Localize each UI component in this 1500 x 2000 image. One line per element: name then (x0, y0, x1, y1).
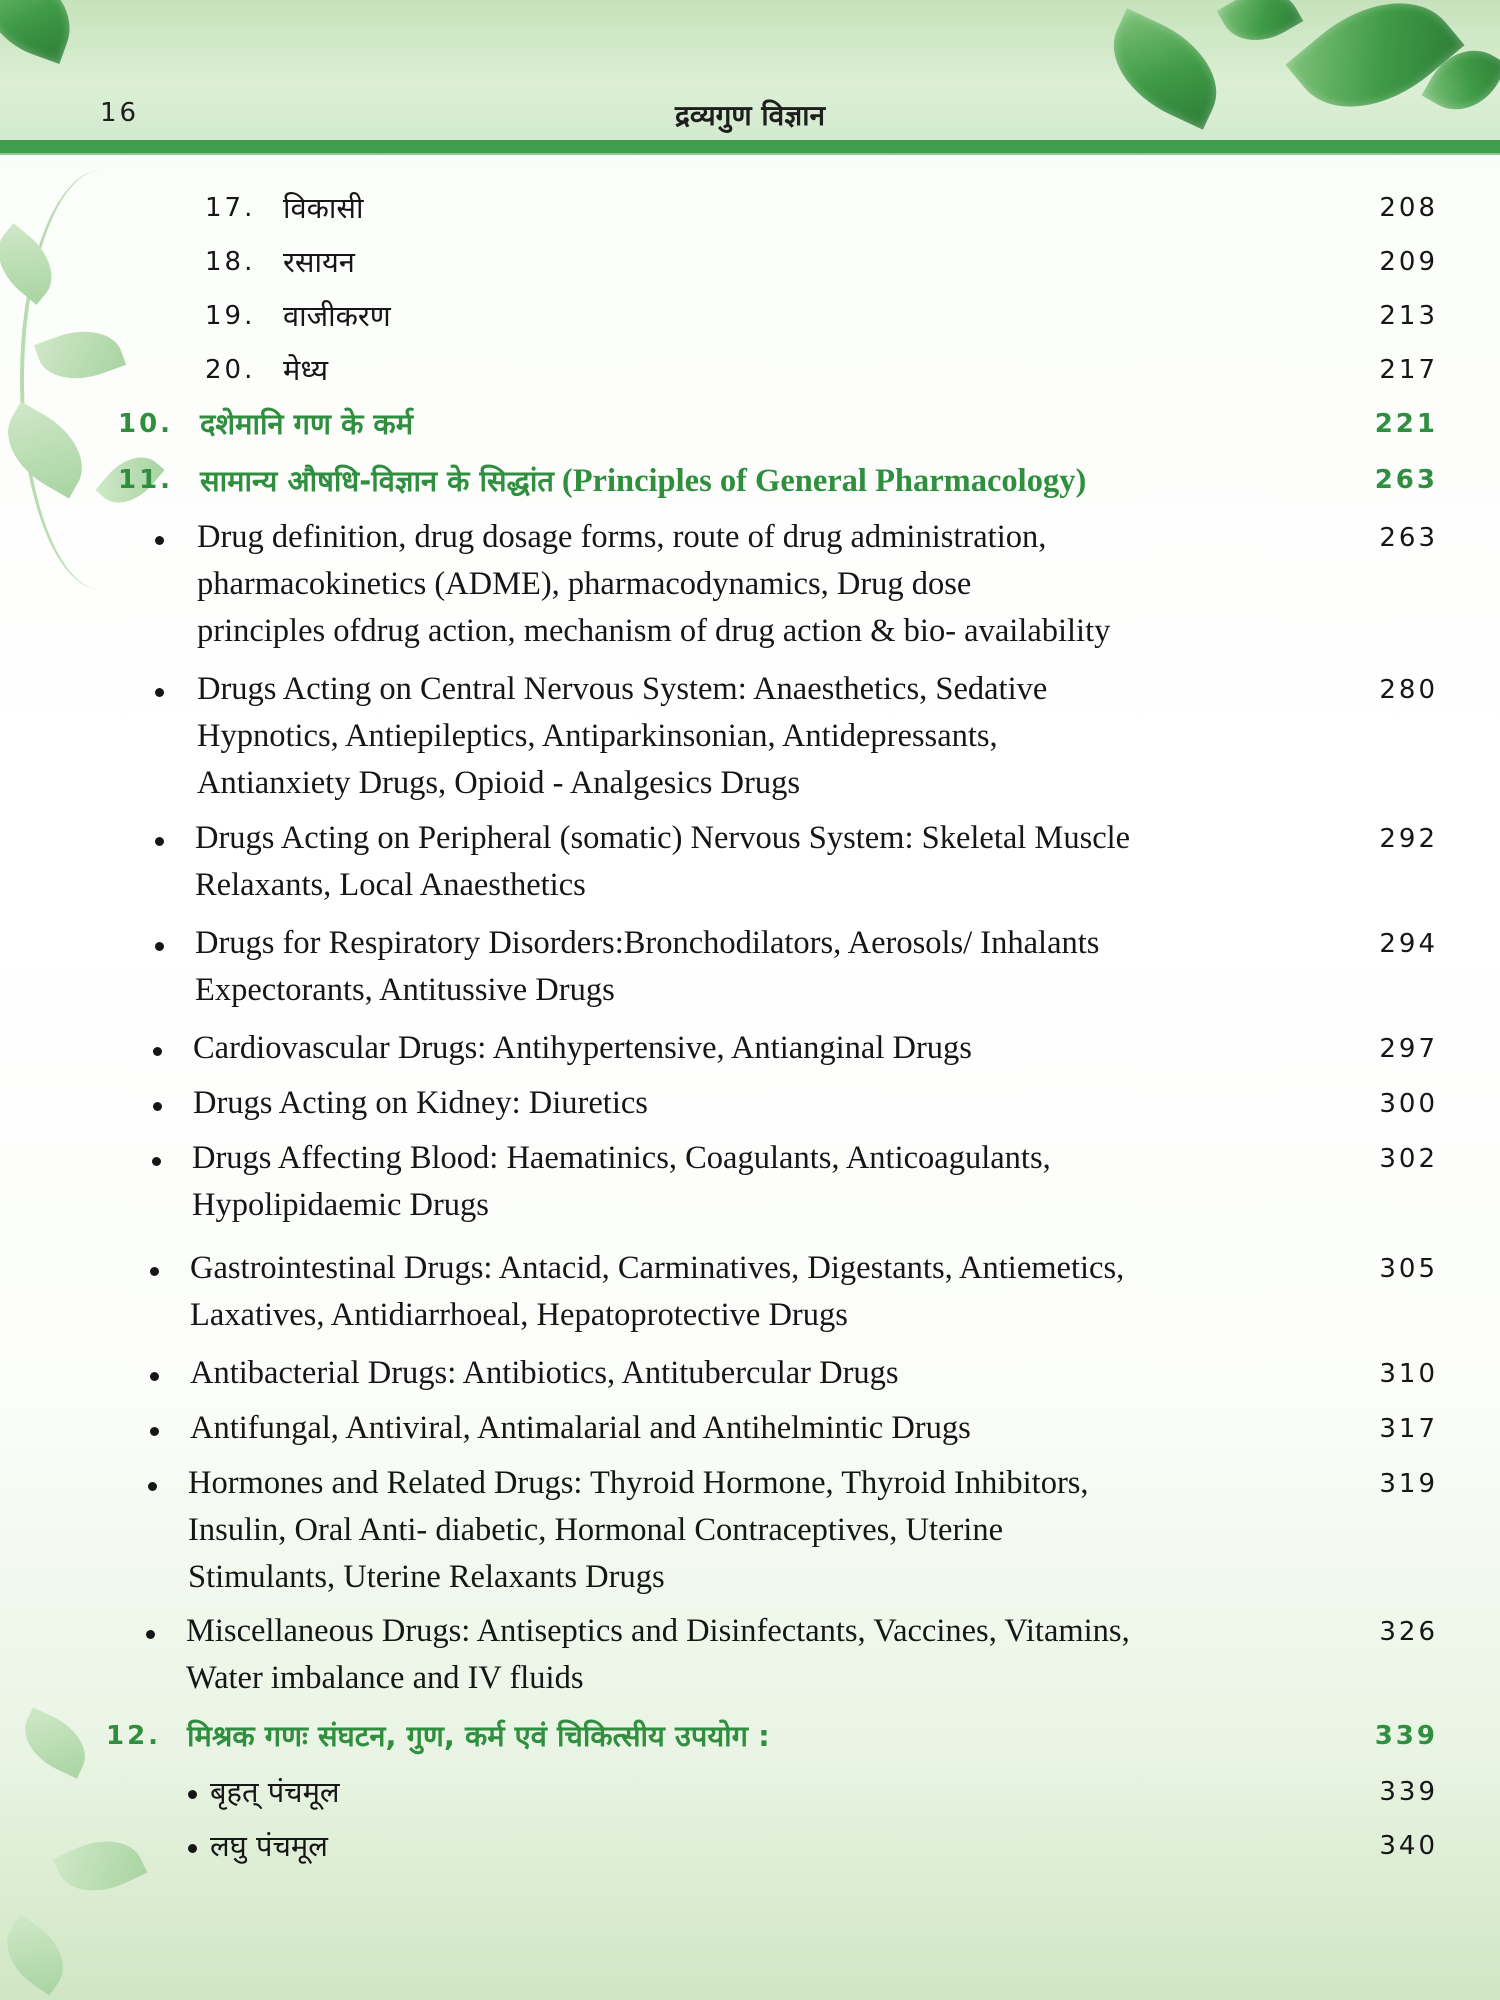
entry-page: 340 (1379, 1831, 1438, 1861)
entry-page: 297 (1379, 1034, 1438, 1064)
section-title: मिश्रक गणः संघटन, गुण, कर्म एवं चिकित्सीय उपयोग : (187, 1719, 770, 1753)
bullet-icon (188, 1790, 197, 1799)
entry-label (186, 1608, 1130, 1702)
section-number: 10. (118, 409, 174, 439)
entry-line: Hypnotics, Antiepileptics, Antiparkinsonian, Antidepressants, (197, 718, 998, 754)
entry-label (193, 1025, 972, 1072)
bullet-icon (148, 1482, 157, 1491)
entry-label (192, 1135, 1051, 1229)
section-number: 12. (106, 1721, 162, 1751)
entry-page: 326 (1379, 1617, 1438, 1647)
entry-page: 302 (1379, 1144, 1438, 1174)
entry-line: Antibacterial Drugs: Antibiotics, Antitubercular Drugs (190, 1355, 899, 1391)
entry-number: 18. (205, 247, 256, 277)
entry-line: Antianxiety Drugs, Opioid - Analgesics Drugs (197, 765, 800, 801)
entry-label: बृहत् पंचमूल (210, 1775, 340, 1809)
entry-line: Expectorants, Antitussive Drugs (195, 972, 615, 1008)
section-title-english: (Principles of General Pharmacology) (561, 463, 1087, 499)
entry-page: 217 (1379, 355, 1438, 385)
entry-line: Laxatives, Antidiarrhoeal, Hepatoprotective Drugs (190, 1297, 848, 1333)
entry-line: Insulin, Oral Anti- diabetic, Hormonal Contraceptives, Uterine (188, 1512, 1003, 1548)
bullet-icon (146, 1630, 155, 1639)
entry-page: 300 (1379, 1089, 1438, 1119)
section-page: 339 (1374, 1721, 1438, 1751)
entry-label (197, 514, 1110, 655)
entry-page: 209 (1379, 247, 1438, 277)
entry-line: Water imbalance and IV fluids (186, 1660, 584, 1696)
entry-line: Relaxants, Local Anaesthetics (195, 867, 586, 903)
entry-line: Drug definition, drug dosage forms, route of drug administration, (197, 519, 1047, 555)
entry-line: Cardiovascular Drugs: Antihypertensive, Antianginal Drugs (193, 1030, 972, 1066)
entry-line: pharmacokinetics (ADME), pharmacodynamics, Drug dose (197, 566, 972, 602)
entry-label (190, 1350, 899, 1397)
entry-page: 292 (1379, 824, 1438, 854)
entry-line: Gastrointestinal Drugs: Antacid, Carminatives, Digestants, Antiemetics, (190, 1250, 1125, 1286)
entry-page: 213 (1379, 301, 1438, 331)
bullet-icon (155, 536, 164, 545)
bullet-icon (150, 1427, 159, 1436)
entry-label (190, 1405, 971, 1452)
bullet-icon (152, 1157, 161, 1166)
section-number: 11. (118, 465, 174, 495)
entry-line: Hormones and Related Drugs: Thyroid Hormone, Thyroid Inhibitors, (188, 1465, 1089, 1501)
entry-number: 20. (205, 355, 256, 385)
bullet-icon (188, 1844, 197, 1853)
entry-page: 339 (1379, 1777, 1438, 1807)
bullet-icon (153, 1047, 162, 1056)
entry-line: Miscellaneous Drugs: Antiseptics and Disinfectants, Vaccines, Vitamins, (186, 1613, 1130, 1649)
bullet-icon (150, 1267, 159, 1276)
bullet-icon (155, 837, 164, 846)
entry-label (188, 1460, 1089, 1601)
entry-page: 208 (1379, 193, 1438, 223)
entry-label: वाजीकरण (283, 299, 391, 333)
section-title-hindi: सामान्य औषधि-विज्ञान के सिद्धांत (200, 464, 554, 498)
bullet-icon (150, 1372, 159, 1381)
entry-label: विकासी (283, 191, 364, 225)
entry-line: Antifungal, Antiviral, Antimalarial and Antihelmintic Drugs (190, 1410, 971, 1446)
entry-label: लघु पंचमूल (210, 1829, 328, 1863)
entry-label (190, 1245, 1124, 1339)
running-title: द्रव्यगुण विज्ञान (674, 99, 825, 132)
entry-line: Drugs Affecting Blood: Haematinics, Coagulants, Anticoagulants, (192, 1140, 1051, 1176)
entry-line: principles ofdrug action, mechanism of drug action & bio- availability (197, 613, 1111, 649)
entry-line: Drugs Acting on Kidney: Diuretics (193, 1085, 648, 1121)
entry-line: Stimulants, Uterine Relaxants Drugs (188, 1559, 665, 1595)
bullet-icon (155, 942, 164, 951)
entry-page: 319 (1379, 1469, 1438, 1499)
entry-page: 310 (1379, 1359, 1438, 1389)
entry-label (195, 815, 1130, 909)
entry-page: 317 (1379, 1414, 1438, 1444)
entry-label: रसायन (283, 245, 355, 279)
bullet-icon (155, 688, 164, 697)
entry-line: Drugs Acting on Peripheral (somatic) Nervous System: Skeletal Muscle (195, 820, 1131, 856)
entry-line: Drugs Acting on Central Nervous System: Anaesthetics, Sedative (197, 671, 1048, 707)
section-title: दशेमानि गण के कर्म (200, 407, 414, 441)
entry-label (195, 920, 1099, 1014)
section-title (200, 456, 1086, 505)
entry-label (197, 666, 1047, 807)
entry-label: मेध्य (283, 353, 329, 387)
section-page: 221 (1374, 409, 1438, 439)
entry-line: Hypolipidaemic Drugs (192, 1187, 489, 1223)
page-number: 16 (100, 98, 140, 128)
entry-page: 280 (1379, 675, 1438, 705)
bullet-icon (153, 1102, 162, 1111)
entry-label (193, 1080, 648, 1127)
entry-number: 17. (205, 193, 256, 223)
entry-page: 294 (1379, 929, 1438, 959)
entry-number: 19. (205, 301, 256, 331)
entry-page: 263 (1379, 523, 1438, 553)
section-page: 263 (1374, 465, 1438, 495)
entry-line: Drugs for Respiratory Disorders:Bronchodilators, Aerosols/ Inhalants (195, 925, 1100, 961)
entry-page: 305 (1379, 1254, 1438, 1284)
